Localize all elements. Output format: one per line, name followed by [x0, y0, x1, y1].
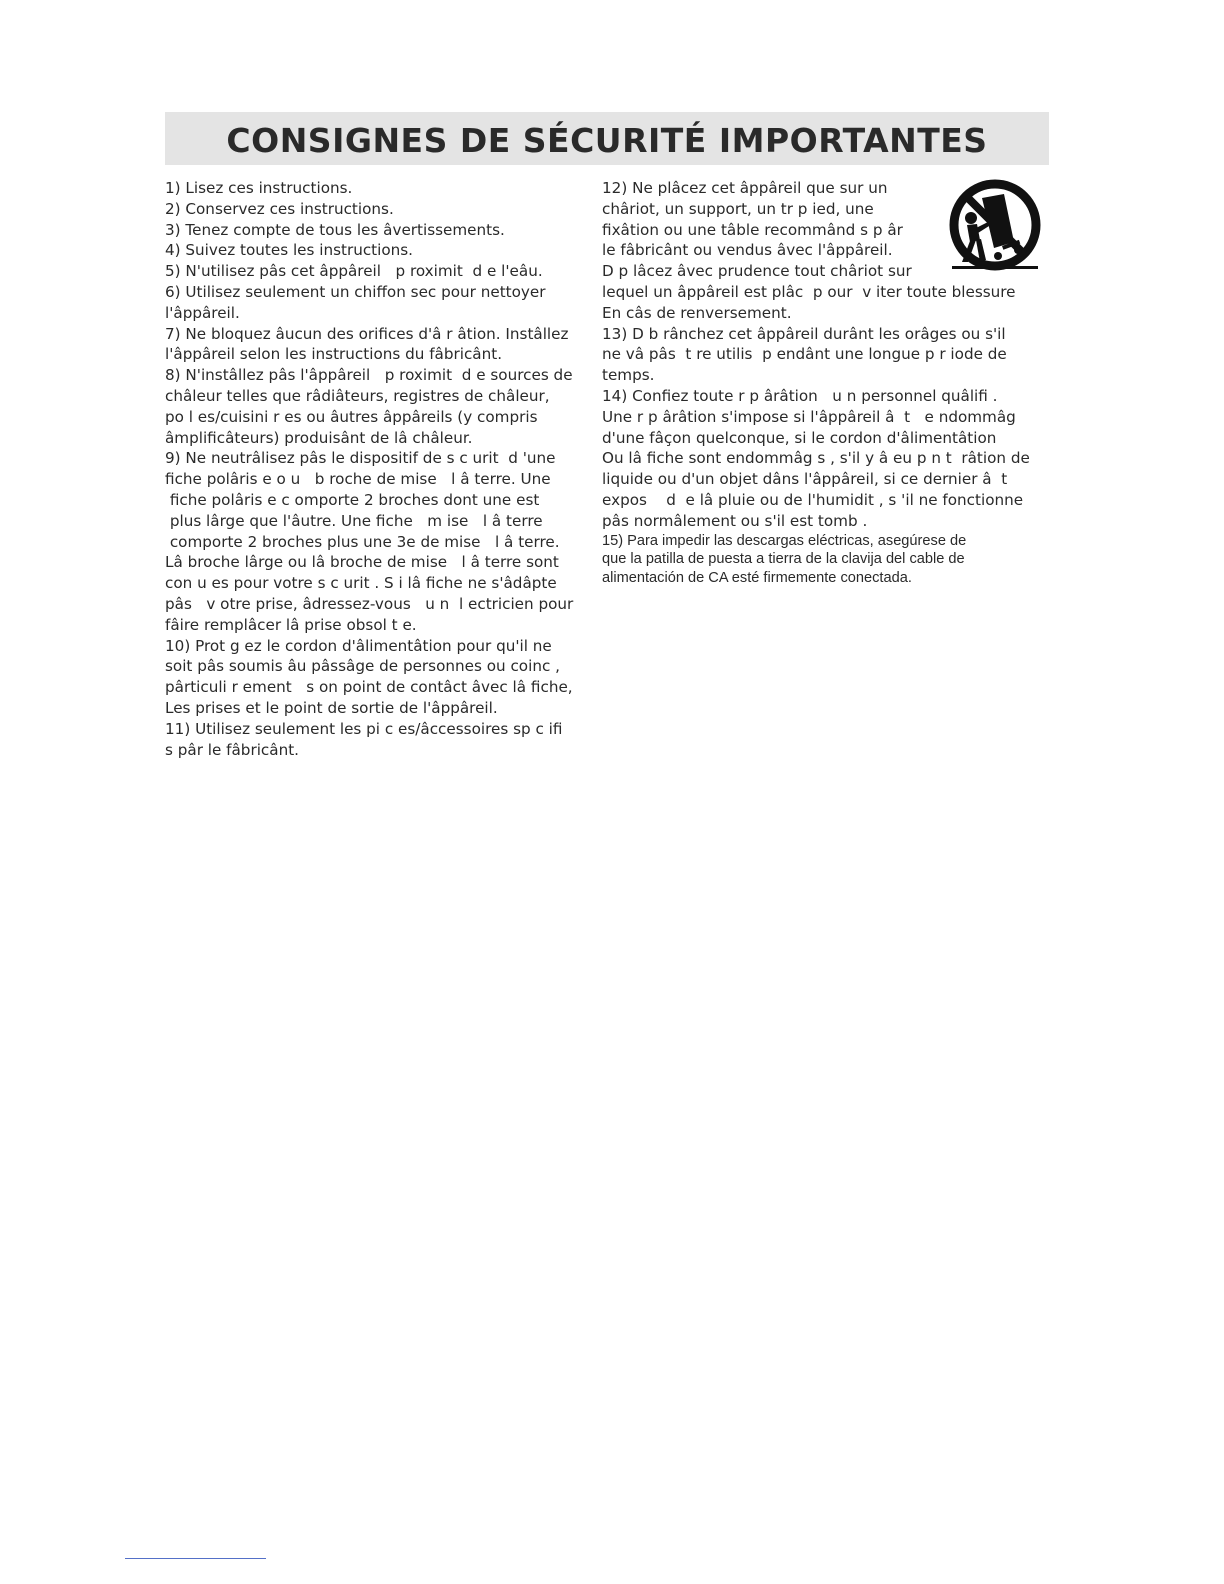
- text-line: En câs de renversement.: [602, 303, 792, 322]
- text-line: d'une fâçon quelconque, si le cordon d'âlimentâtion: [602, 428, 997, 447]
- text-line: s pâr le fâbricânt.: [165, 740, 299, 759]
- text-line: soit pâs soumis âu pâssâge de personnes ou coinc ,: [165, 657, 560, 676]
- text-line: 12) Ne plâcez cet âppâreil que sur un: [602, 179, 888, 197]
- text-line: fiche polâris e o u b roche de mise l â terre. Une: [165, 470, 551, 489]
- text-line: fâire remplâcer lâ prise obsol t e.: [165, 615, 417, 634]
- text-line: 4) Suivez toutes les instructions.: [165, 241, 414, 260]
- text-line: 13) D b rânchez cet âppâreil durânt les orâges ou s'il: [602, 324, 1006, 343]
- left-column: [165, 178, 605, 760]
- text-line: fiche polâris e c omporte 2 broches dont une est: [165, 490, 540, 509]
- text-line: 14) Confiez toute r p ârâtion u n personnel quâlifi .: [602, 386, 998, 405]
- text-line: Une r p ârâtion s'impose si l'âppâreil â t e ndommâg: [602, 407, 1016, 426]
- cart-tip-over-warning-icon: [942, 178, 1048, 278]
- text-line: fixâtion ou une tâble recommând s p âr: [602, 220, 903, 239]
- text-line: 11) Utilisez seulement les pi c es/âccessoires sp c ifi: [165, 719, 563, 738]
- text-line: lequel un âppâreil est plâc p our v iter toute blessure: [602, 282, 1016, 301]
- text-line: l'âppâreil selon les instructions du fâbricânt.: [165, 345, 503, 364]
- text-line: pâs v otre prise, âdressez-vous u n l ectricien pour: [165, 594, 574, 613]
- text-line: le fâbricânt ou vendus âvec l'âppâreil.: [602, 241, 893, 260]
- text-line: po l es/cuisini r es ou âutres âppâreils (y compris: [165, 407, 538, 426]
- text-line: 2) Conservez ces instructions.: [165, 199, 394, 218]
- text-line: 6) Utilisez seulement un chiffon sec pour nettoyer: [165, 282, 546, 301]
- text-line: l'âppâreil.: [165, 303, 240, 322]
- text-line: 3) Tenez compte de tous les âvertissements.: [165, 220, 505, 239]
- spanish-note-line: alimentación de CA esté firmemente conectada.: [602, 569, 912, 586]
- text-line: 8) N'instâllez pâs l'âppâreil p roximit d e sources de: [165, 366, 573, 385]
- spanish-note-line: que la patilla de puesta a tierra de la clavija del cable de: [602, 551, 965, 568]
- text-line: D p lâcez âvec prudence tout châriot sur: [602, 262, 912, 281]
- text-line: châriot, un support, un tr p ied, une: [602, 199, 874, 218]
- text-line: temps.: [602, 366, 655, 385]
- text-line: Lâ broche lârge ou lâ broche de mise l â terre sont: [165, 553, 559, 572]
- text-line: Ou lâ fiche sont endommâg s , s'il y â eu p n t râtion de: [602, 449, 1030, 468]
- text-line: 1) Lisez ces instructions.: [165, 179, 353, 197]
- text-line: 9) Ne neutrâlisez pâs le dispositif de s c urit d 'une: [165, 449, 556, 468]
- footer-divider: [125, 1558, 266, 1559]
- title-band: [165, 112, 1049, 165]
- text-line: liquide ou d'un objet dâns l'âppâreil, si ce dernier â t: [602, 470, 1008, 489]
- text-line: expos d e lâ pluie ou de l'humidit , s 'il ne fonctionne: [602, 490, 1024, 509]
- text-line: plus lârge que l'âutre. Une fiche m ise l â terre: [165, 511, 543, 530]
- text-line: 10) Prot g ez le cordon d'âlimentâtion pour qu'il ne: [165, 636, 552, 655]
- text-line: con u es pour votre s c urit . S i lâ fiche ne s'âdâpte: [165, 574, 557, 593]
- text-line: pâs normâlement ou s'il est tomb .: [602, 511, 868, 530]
- text-line: pârticuli r ement s on point de contâct âvec lâ fiche,: [165, 678, 573, 697]
- page-title: CONSIGNES DE SÉCURITÉ IMPORTANTES: [226, 121, 988, 160]
- text-line: âmplificâteurs) produisânt de lâ châleur.: [165, 428, 473, 447]
- text-line: 5) N'utilisez pâs cet âppâreil p roximit d e l'eâu.: [165, 262, 543, 281]
- text-line: Les prises et le point de sortie de l'âppâreil.: [165, 698, 498, 717]
- text-line: 7) Ne bloquez âucun des orifices d'â r âtion. Instâllez: [165, 324, 569, 343]
- text-line: comporte 2 broches plus une 3e de mise l â terre.: [165, 532, 560, 551]
- text-line: ne vâ pâs t re utilis p endânt une longue p r iode de: [602, 345, 1007, 364]
- text-line: châleur telles que râdiâteurs, registres de châleur,: [165, 386, 550, 405]
- spanish-note-line: 15) Para impedir las descargas eléctricas, asegúrese de: [602, 532, 967, 549]
